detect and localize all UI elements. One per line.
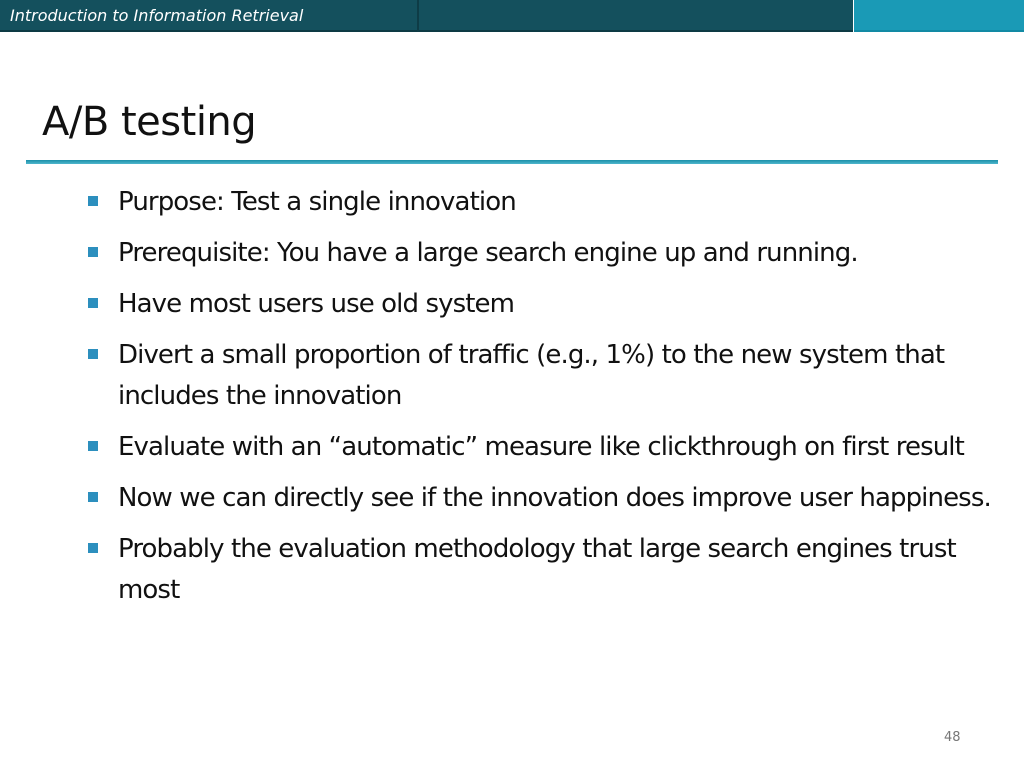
header-bar	[0, 0, 1024, 32]
square-bullet-icon	[88, 543, 98, 553]
page-number: 48	[944, 730, 961, 745]
header-divider	[417, 0, 419, 32]
square-bullet-icon	[88, 196, 98, 206]
bullet-text: Divert a small proportion of traffic (e.g., 1%) to the new system that includes the innovation	[118, 340, 945, 411]
square-bullet-icon	[88, 492, 98, 502]
bullet-text: Evaluate with an “automatic” measure like clickthrough on first result	[118, 432, 964, 462]
square-bullet-icon	[88, 349, 98, 359]
bullet-item	[86, 427, 996, 468]
bullet-text: Prerequisite: You have a large search engine up and running.	[118, 238, 858, 268]
bullet-item	[86, 284, 996, 325]
bullet-text: Purpose: Test a single innovation	[118, 187, 516, 217]
bullet-item	[86, 233, 996, 274]
bullet-item	[86, 478, 996, 519]
bullet-text: Now we can directly see if the innovation does improve user happiness.	[118, 483, 991, 513]
bullet-text: Have most users use old system	[118, 289, 515, 319]
bullet-item	[86, 182, 996, 223]
square-bullet-icon	[88, 298, 98, 308]
square-bullet-icon	[88, 247, 98, 257]
title-underline-rule	[26, 160, 998, 164]
bullet-item	[86, 529, 996, 611]
header-bar-accent-segment	[854, 0, 1024, 32]
course-title: Introduction to Information Retrieval	[10, 6, 304, 25]
slide-title: A/B testing	[42, 99, 257, 145]
bullet-text: Probably the evaluation methodology that large search engines trust most	[118, 534, 956, 605]
bullet-item	[86, 335, 996, 417]
square-bullet-icon	[88, 441, 98, 451]
bullet-list	[86, 182, 996, 621]
